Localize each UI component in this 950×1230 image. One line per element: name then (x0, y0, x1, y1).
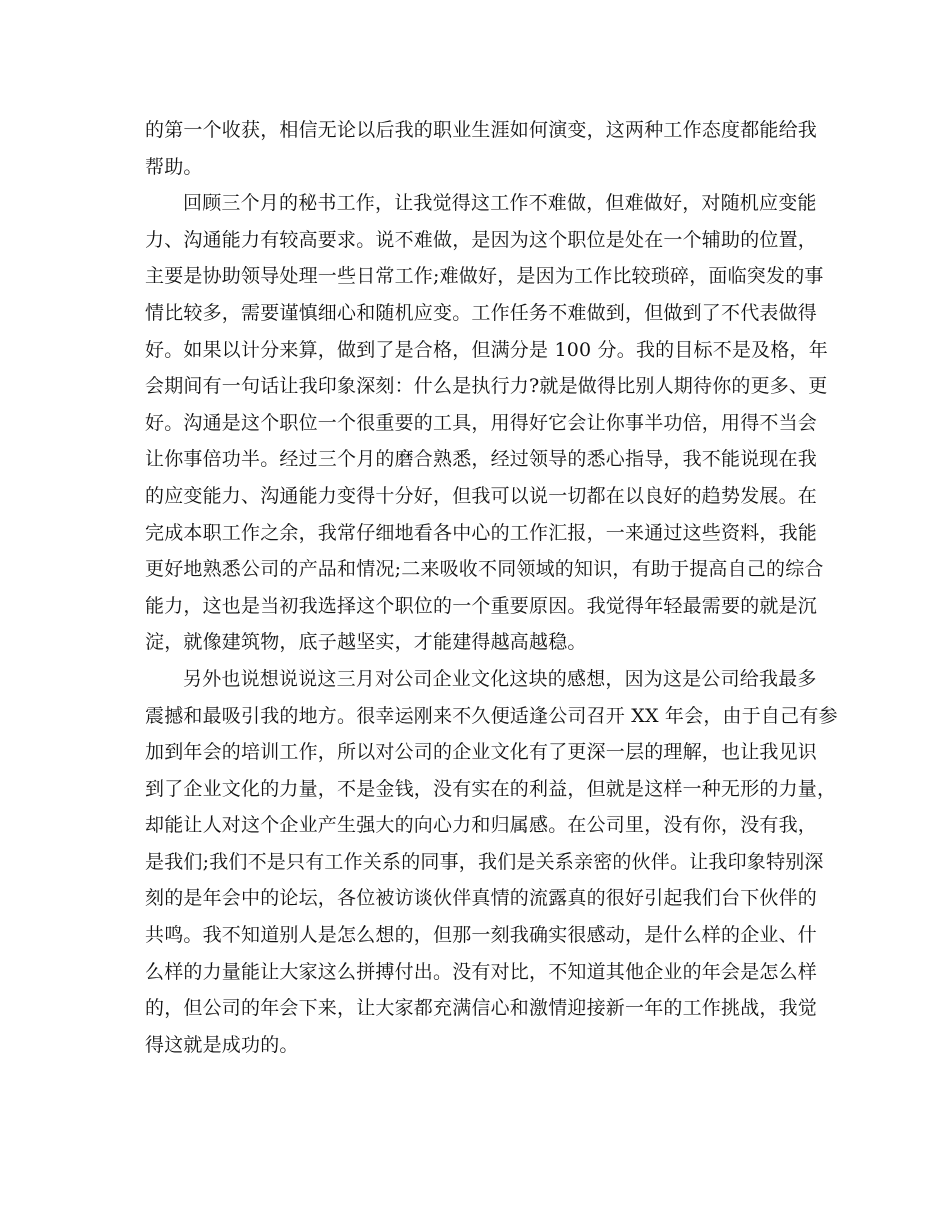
text-line: 情比较多，需要谨慎细心和随机应变。工作任务不难做到，但做到了不代表做得 (145, 301, 818, 324)
text-line: 淀，就像建筑物，底子越坚实，才能建得越高越稳。 (145, 631, 587, 654)
text-line: 更好地熟悉公司的产品和情况;二来吸收不同领域的知识，有助于提高自己的综合 (145, 558, 824, 581)
text-line: 回顾三个月的秘书工作，让我觉得这工作不难做，但难做好，对随机应变能 (183, 192, 817, 215)
text-line: 力、沟通能力有较高要求。说不难做，是因为这个职位是处在一个辅助的位置， (145, 228, 818, 251)
text-line: 的第一个收获，相信无论以后我的职业生涯如何演变，这两种工作态度都能给我 (145, 119, 818, 141)
text-line: 帮助。 (145, 155, 203, 178)
text-line: 刻的是年会中的论坛，各位被访谈伙伴真情的流露真的很好引起我们台下伙伴的 (145, 887, 818, 910)
text-line: 能力，这也是当初我选择这个职位的一个重要原因。我觉得年轻最需要的就是沉 (145, 594, 818, 617)
text-line: 的，但公司的年会下来，让大家都充满信心和激情迎接新一年的工作挑战，我觉 (145, 997, 818, 1020)
text-line: 得这就是成功的。 (145, 1033, 299, 1056)
text-line: 主要是协助领导处理一些日常工作;难做好，是因为工作比较琐碎，面临突发的事 (145, 265, 824, 288)
text-line: 共鸣。我不知道别人是怎么想的，但那一刻我确实很感动，是什么样的企业、什 (145, 924, 818, 947)
text-line: 的应变能力、沟通能力变得十分好，但我可以说一切都在以良好的趋势发展。在 (145, 484, 818, 507)
text-line: 好。沟通是这个职位一个很重要的工具，用得好它会让你事半功倍，用得不当会 (145, 411, 818, 434)
text-line: 到了企业文化的力量，不是金钱，没有实在的利益，但就是这样一种无形的力量， (145, 777, 837, 800)
text-line: 让你事倍功半。经过三个月的磨合熟悉，经过领导的悉心指导，我不能说现在我 (145, 448, 818, 471)
text-line: 是我们;我们不是只有工作关系的同事，我们是关系亲密的伙伴。让我印象特别深 (145, 850, 824, 873)
text-line: 却能让人对这个企业产生强大的向心力和归属感。在公司里，没有你，没有我， (145, 814, 818, 837)
text-line: 好。如果以计分来算，做到了是合格，但满分是 100 分。我的目标不是及格，年 (145, 338, 828, 361)
body-text (145, 112, 838, 1063)
text-line: 会期间有一句话让我印象深刻：什么是执行力?就是做得比别人期待你的更多、更 (145, 375, 828, 398)
text-line: 么样的力量能让大家这么拼搏付出。没有对比，不知道其他企业的年会是怎么样 (145, 960, 818, 983)
text-line: 完成本职工作之余，我常仔细地看各中心的工作汇报，一来通过这些资料，我能 (145, 521, 818, 544)
text-line: 加到年会的培训工作，所以对公司的企业文化有了更深一层的理解，也让我见识 (145, 741, 818, 764)
text-line: 震撼和最吸引我的地方。很幸运刚来不久便适逢公司召开 XX 年会，由于自己有参 (145, 704, 838, 727)
text-line: 另外也说想说说这三月对公司企业文化这块的感想，因为这是公司给我最多 (183, 667, 817, 690)
